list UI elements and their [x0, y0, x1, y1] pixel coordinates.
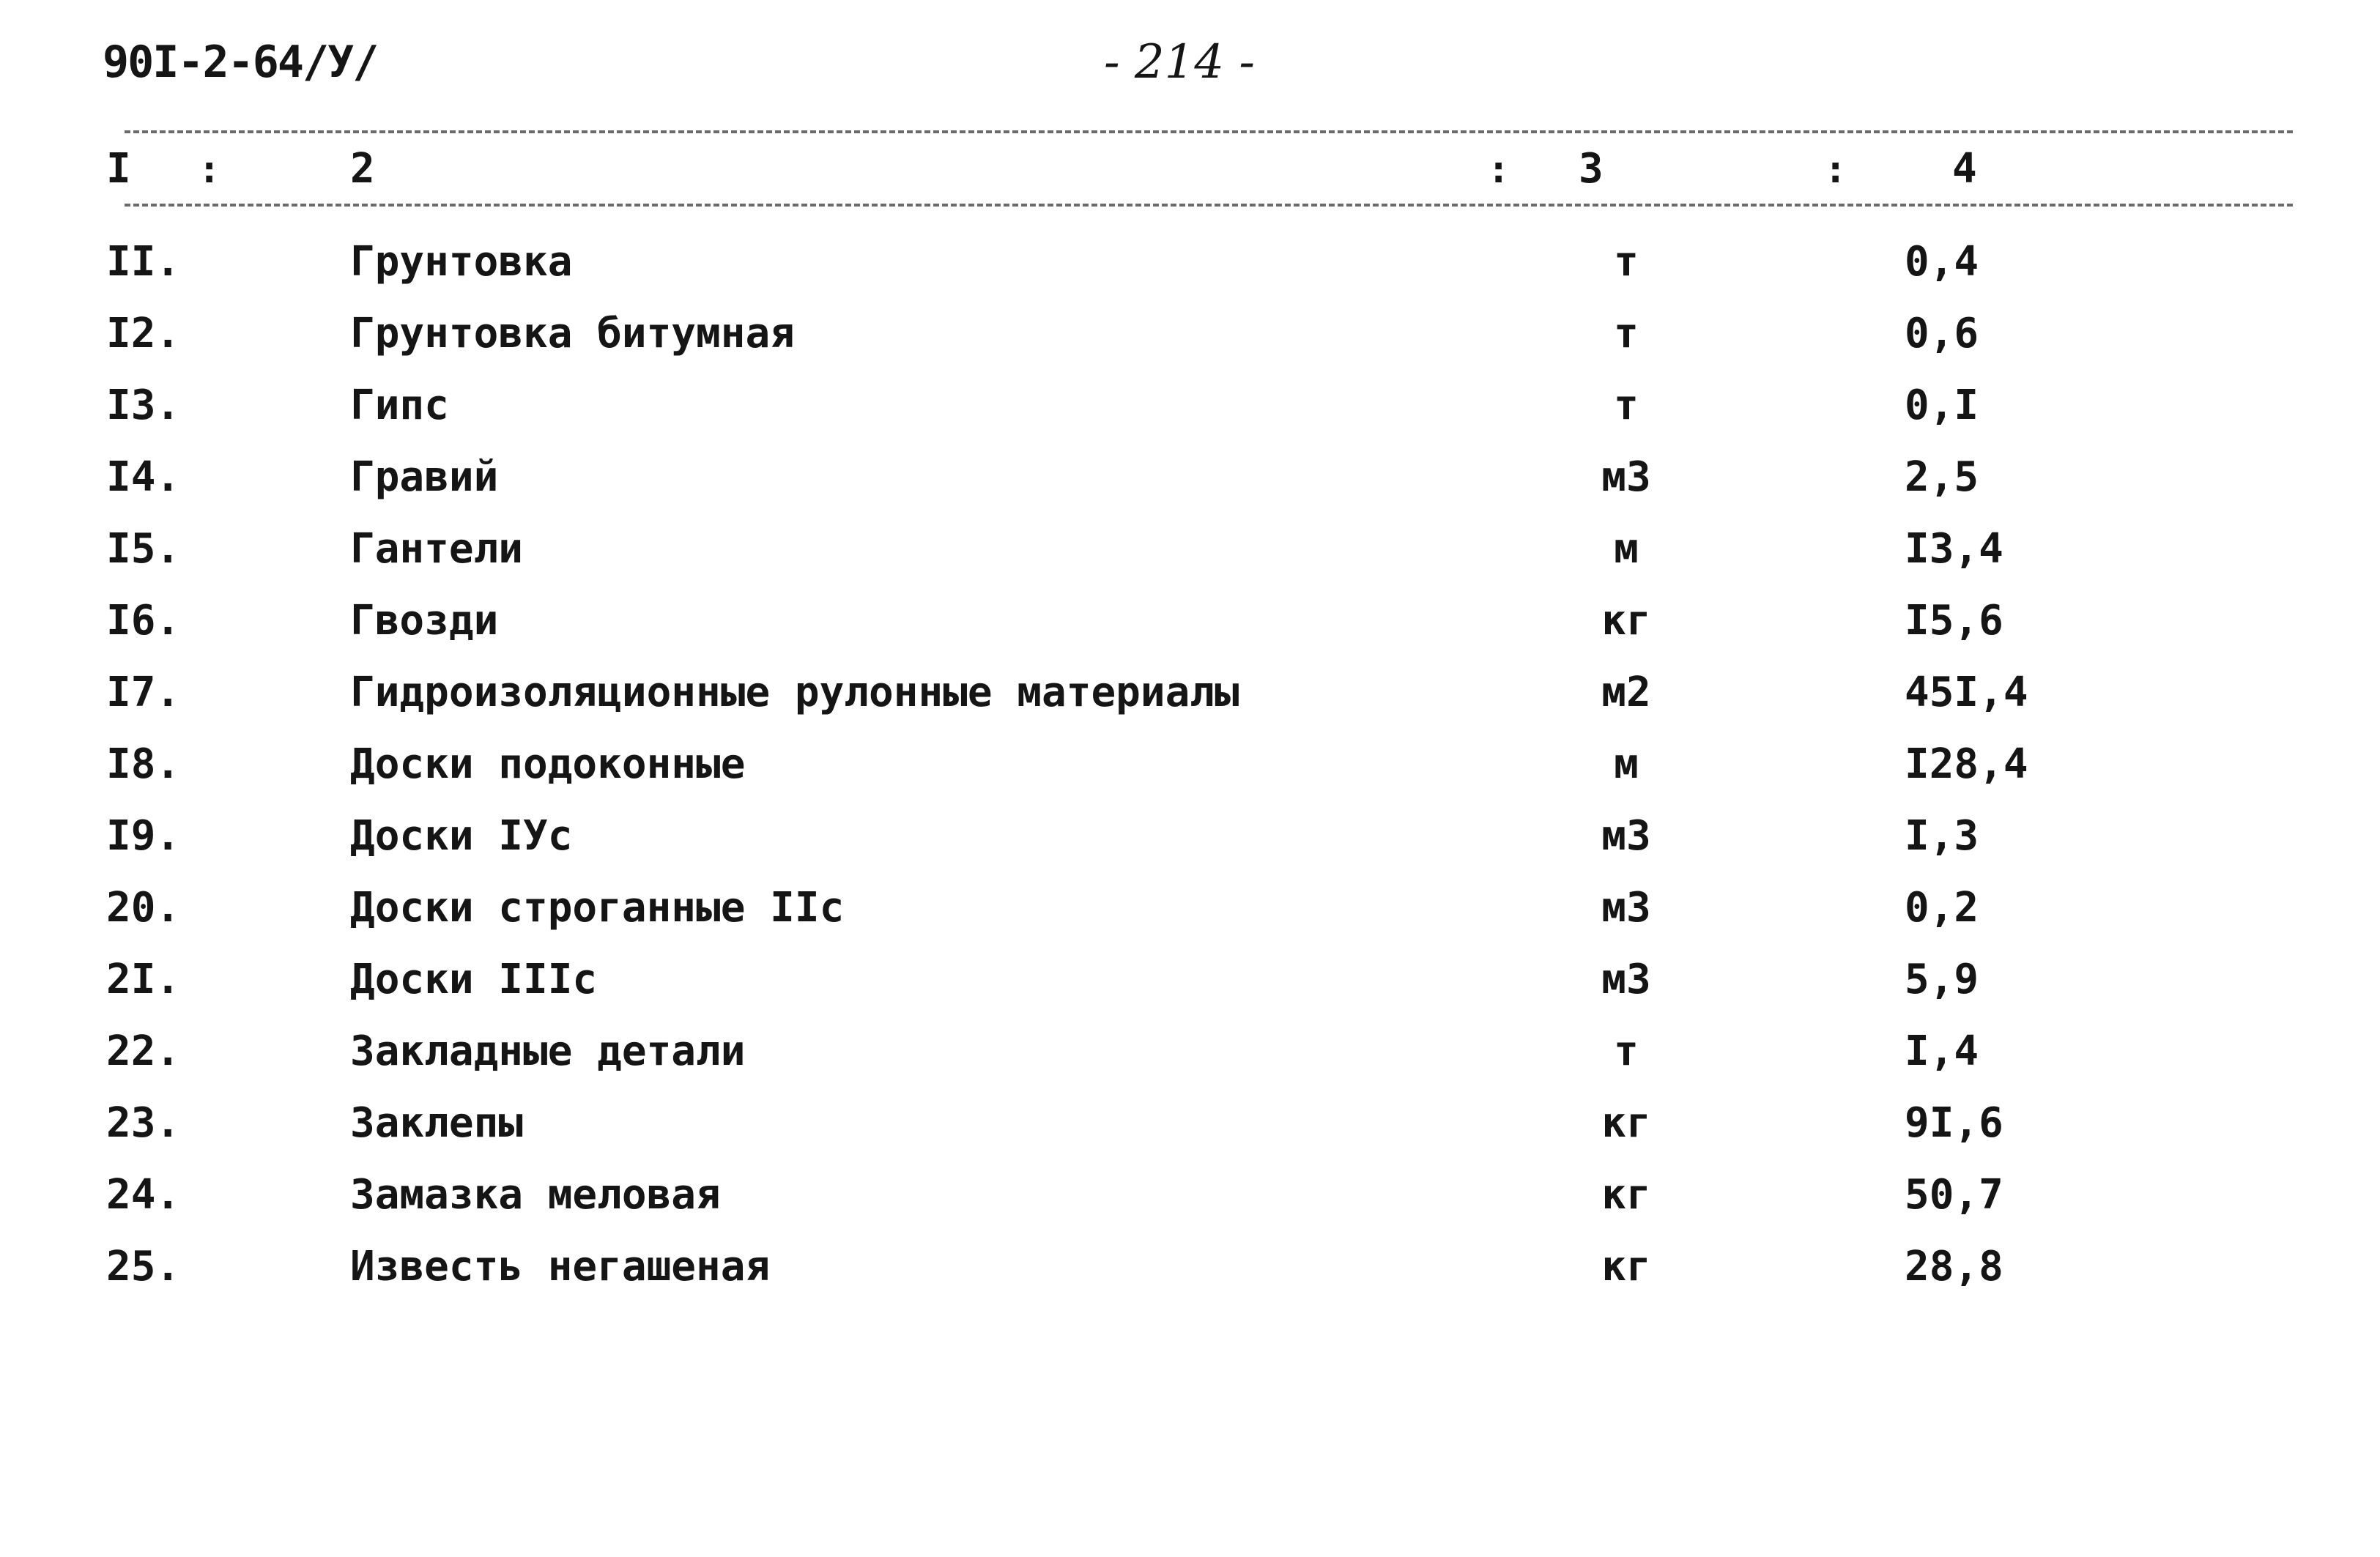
column-separator-3: : [1824, 148, 1847, 192]
material-name: Гипс [350, 382, 449, 429]
quantity: 2,5 [1905, 453, 1979, 501]
table-row [0, 1171, 2380, 1243]
quantity: 50,7 [1905, 1171, 2003, 1219]
column-header-3: 3 [1579, 145, 1604, 193]
row-number: 2I. [106, 956, 181, 1003]
column-separator-2: : [1487, 148, 1510, 192]
unit: м2 [1601, 669, 1651, 716]
unit: т [1614, 310, 1639, 357]
material-name: Гантели [350, 525, 524, 573]
quantity: I,3 [1905, 812, 1979, 860]
row-number: 25. [106, 1243, 181, 1290]
table-row [0, 1243, 2380, 1315]
unit: м3 [1601, 956, 1651, 1003]
unit: т [1614, 382, 1639, 429]
quantity: I3,4 [1905, 525, 2003, 573]
material-name: Грунтовка битумная [350, 310, 795, 357]
unit: кг [1601, 1171, 1651, 1219]
document-code: 90I-2-64/У/ [103, 37, 378, 88]
table-row [0, 597, 2380, 669]
row-number: I9. [106, 812, 181, 860]
table-row [0, 310, 2380, 382]
table-row [0, 884, 2380, 956]
quantity: 28,8 [1905, 1243, 2003, 1290]
row-number: I5. [106, 525, 181, 573]
row-number: I8. [106, 740, 181, 788]
material-name: Гидроизоляционные рулонные материалы [350, 669, 1239, 716]
material-name: Доски IУс [350, 812, 573, 860]
material-name: Гравий [350, 453, 499, 501]
table-row [0, 812, 2380, 884]
unit: м [1614, 740, 1639, 788]
table-row [0, 525, 2380, 597]
material-name: Доски подоконные [350, 740, 746, 788]
unit: кг [1601, 597, 1651, 644]
quantity: 0,2 [1905, 884, 1979, 932]
row-number: I7. [106, 669, 181, 716]
column-header-4: 4 [1952, 145, 1977, 193]
material-name: Доски IIIс [350, 956, 598, 1003]
quantity: I28,4 [1905, 740, 2028, 788]
row-number: 20. [106, 884, 181, 932]
material-name: Закладные детали [350, 1028, 746, 1075]
material-name: Грунтовка [350, 238, 573, 286]
row-number: I4. [106, 453, 181, 501]
unit: м3 [1601, 453, 1651, 501]
material-name: Замазка меловая [350, 1171, 721, 1219]
quantity: I5,6 [1905, 597, 2003, 644]
unit: т [1614, 1028, 1639, 1075]
quantity: I,4 [1905, 1028, 1979, 1075]
column-header-1: I [106, 145, 131, 193]
quantity: 0,4 [1905, 238, 1979, 286]
quantity: 0,I [1905, 382, 1979, 429]
row-number: 23. [106, 1099, 181, 1147]
unit: м3 [1601, 884, 1651, 932]
table-row [0, 238, 2380, 310]
material-name: Доски строганные IIс [350, 884, 845, 932]
table-row [0, 1099, 2380, 1171]
row-number: 22. [106, 1028, 181, 1075]
table-row [0, 669, 2380, 740]
unit: кг [1601, 1243, 1651, 1290]
material-name: Гвозди [350, 597, 499, 644]
quantity: 9I,6 [1905, 1099, 2003, 1147]
material-name: Заклепы [350, 1099, 524, 1147]
unit: т [1614, 238, 1639, 286]
quantity: 5,9 [1905, 956, 1979, 1003]
table-header-rule [125, 204, 2293, 207]
quantity: 0,6 [1905, 310, 1979, 357]
table-row [0, 1028, 2380, 1099]
table-row [0, 956, 2380, 1028]
table-row [0, 382, 2380, 453]
row-number: 24. [106, 1171, 181, 1219]
page-number: - 214 - [1103, 35, 1256, 89]
quantity: 45I,4 [1905, 669, 2028, 716]
row-number: I3. [106, 382, 181, 429]
table-row [0, 453, 2380, 525]
row-number: II. [106, 238, 181, 286]
table-top-rule [125, 130, 2293, 133]
column-separator-1: : [198, 148, 221, 192]
column-header-2: 2 [350, 145, 375, 193]
table-row [0, 740, 2380, 812]
material-name: Известь негашеная [350, 1243, 771, 1290]
row-number: I6. [106, 597, 181, 644]
unit: кг [1601, 1099, 1651, 1147]
unit: м3 [1601, 812, 1651, 860]
row-number: I2. [106, 310, 181, 357]
unit: м [1614, 525, 1639, 573]
